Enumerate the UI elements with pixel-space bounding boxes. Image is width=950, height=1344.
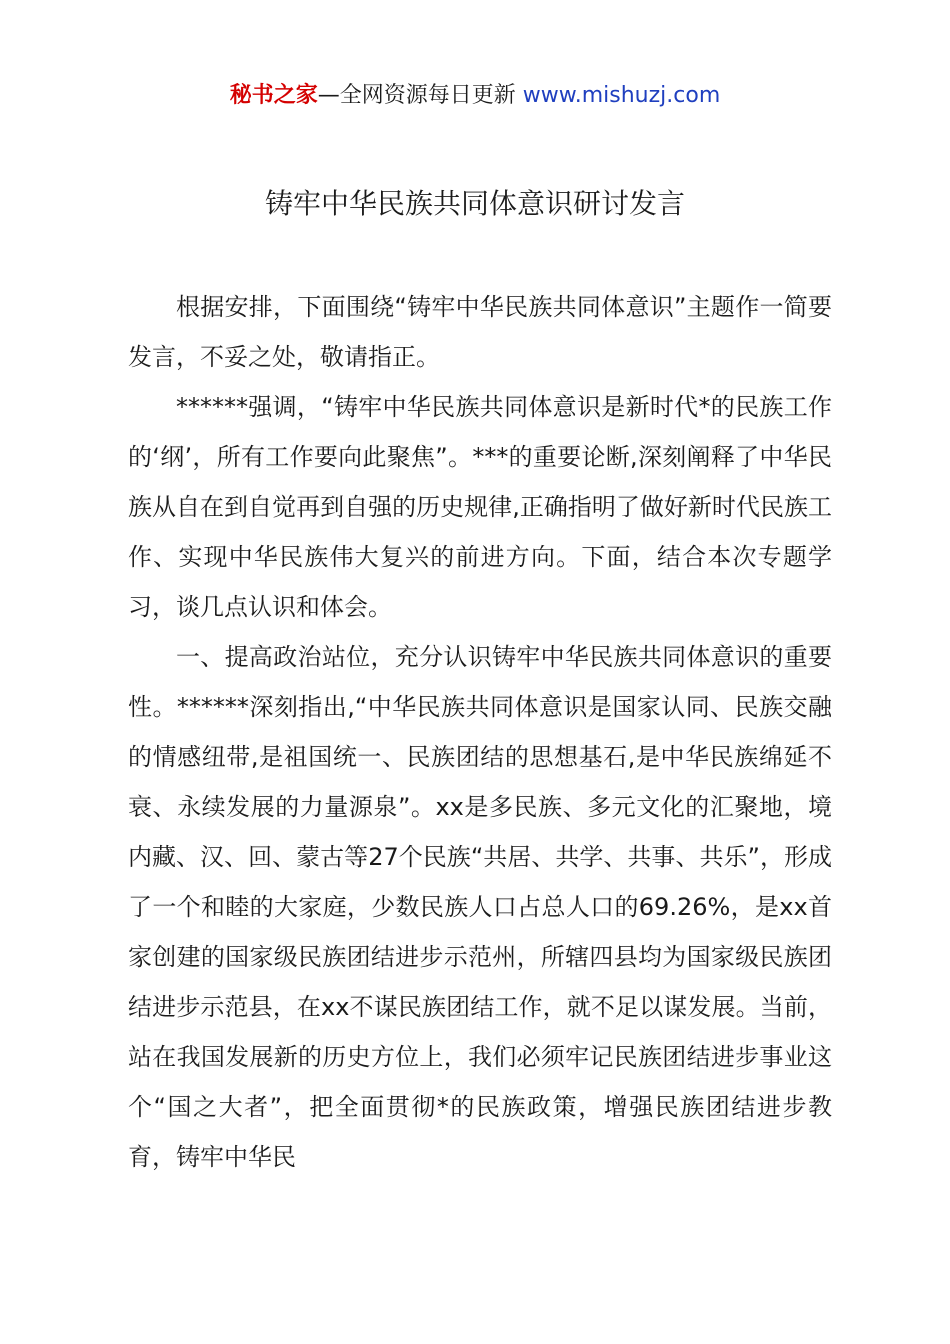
site-url-link[interactable]: www.mishuzj.com [522, 83, 721, 108]
paragraph-intro: 根据安排，下面围绕“铸牢中华民族共同体意识”主题作一简要发言，不妥之处，敬请指正。 [128, 293, 832, 371]
paragraph-section-one: 一、提高政治站位，充分认识铸牢中华民族共同体意识的重要性。******深刻指出,“中华民族共同体意识是国家认同、民族交融的情感纽带,是祖国统一、民族团结的思想基石,是中华民族绵延不衰、永续发展的力量源泉”。xx是多民族、多元文化的汇聚地，境内藏、汉、回、蒙古等27个民族“共居、共学、共事、共乐”，形成了一个和睦的大家庭，少数民族人口占总人口的69.26%，是xx首家创建的国家级民族团结进步示范州，所辖四县均为国家级民族团结进步示范县，在xx不谋民族团结工作，就不足以谋发展。当前，站在我国发展新的历史方位上，我们必须牢记民族团结进步事业这个“国之大者”，把全面贯彻*的民族政策，增强民族团结进步教育，铸牢中华民 [128, 643, 832, 1171]
document-title: 铸牢中华民族共同体意识研讨发言 [264, 187, 685, 220]
paragraph-background: ******强调，“铸牢中华民族共同体意识是新时代*的民族工作的‘纲’，所有工作要向此聚焦”。***的重要论断,深刻阐释了中华民族从自在到自觉再到自强的历史规律,正确指明了做好新时代民族工作、实现中华民族伟大复兴的前进方向。下面，结合本次专题学习，谈几点认识和体会。 [128, 393, 832, 621]
site-tagline: —全网资源每日更新 [317, 83, 523, 108]
site-header [0, 80, 950, 112]
document-body [128, 282, 832, 1182]
site-brand: 秘书之家 [229, 83, 318, 108]
